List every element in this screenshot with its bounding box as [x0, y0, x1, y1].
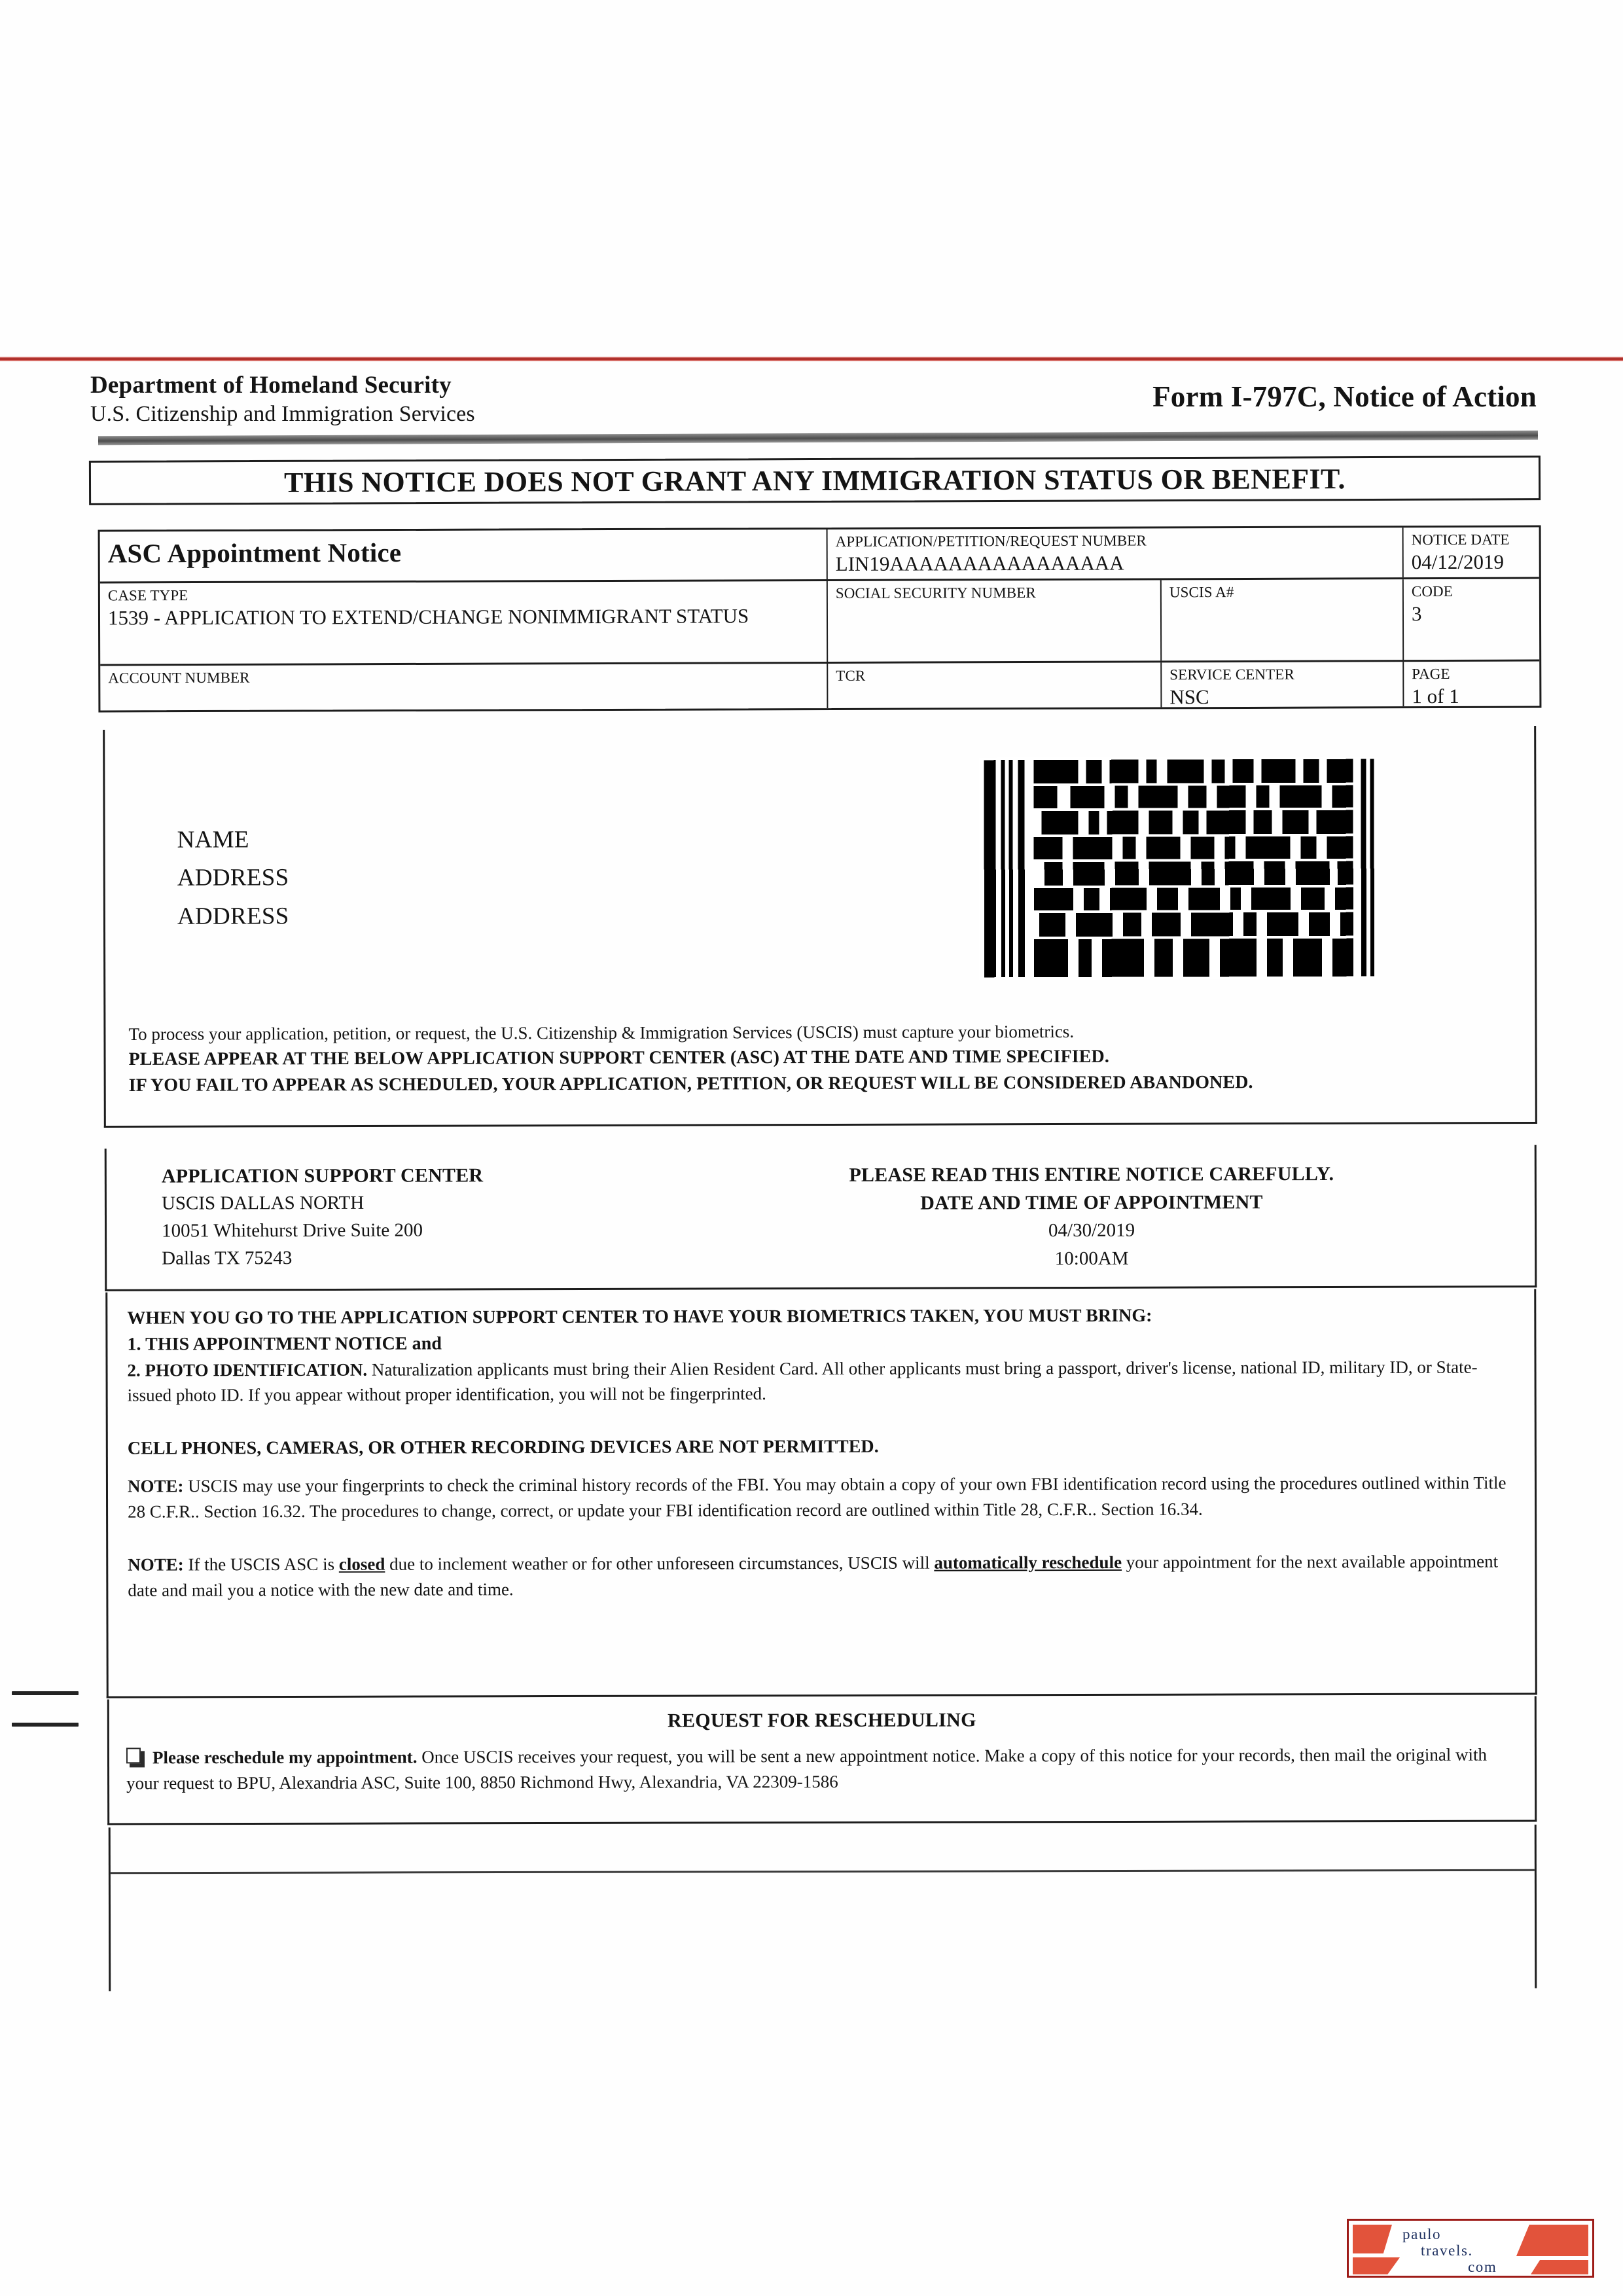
notice-type-title: ASC Appointment Notice [107, 537, 402, 569]
closure-note-label: NOTE: [128, 1554, 184, 1575]
page-number-cell [1402, 662, 1539, 707]
ssn-value [836, 603, 1154, 604]
notice-type-cell [100, 529, 827, 581]
reschedule-section-title: REQUEST FOR RESCHEDULING [667, 1709, 976, 1732]
code-value: 3 [1411, 602, 1422, 626]
appointment-details-section [105, 1145, 1537, 1291]
bring-item-2 [127, 1354, 1521, 1408]
asc-heading: APPLICATION SUPPORT CENTER [161, 1164, 484, 1187]
service-center-label: SERVICE CENTER [1169, 666, 1294, 683]
account-number-label: ACCOUNT NUMBER [108, 669, 250, 687]
page-number-value: 1 of 1 [1412, 685, 1459, 708]
tcr-label: TCR [836, 667, 866, 684]
biometrics-capture-line: To process your application, petition, or request, the U.S. Citizenship & Immigration Services (USCIS) must capture your biometrics. [128, 1021, 1075, 1044]
account-number-cell [100, 664, 827, 710]
closed-emphasis: closed [338, 1554, 385, 1574]
appointment-datetime-block [761, 1160, 1422, 1274]
status-disclaimer-text: THIS NOTICE DOES NOT GRANT ANY IMMIGRATION STATUS OR BENEFIT. [284, 462, 1346, 499]
asc-street: 10051 Whitehurst Drive Suite 200 [162, 1219, 423, 1242]
paulotravels-logo [1347, 2219, 1594, 2278]
ssn-label: SOCIAL SECURITY NUMBER [835, 584, 1036, 601]
fbi-note-text: USCIS may use your fingerprints to check the criminal history records of the FBI. You may obtain a copy of your own FBI identification record using the procedures outlined within Title 28 C.F.R.. Section 16.32. The procedures to change, correct, or update your FBI identification record are outlined within Title 28, C.F.R.. Section 16.34. [128, 1473, 1507, 1522]
page-number-label: PAGE [1412, 665, 1450, 683]
notice-date-cell [1402, 528, 1539, 578]
recipient-name: NAME [177, 826, 249, 853]
case-information-table [98, 526, 1542, 713]
abandonment-warning-line: IF YOU FAIL TO APPEAR AS SCHEDULED, YOUR APPLICATION, PETITION, OR REQUEST WILL BE CONSIDERED ABANDONED. [128, 1072, 1253, 1096]
closure-note-part-3: your appointment for the next available appointment date and mail you a notice with the new date and time. [128, 1551, 1499, 1600]
instructions-content [127, 1302, 1522, 1603]
logo-wordmark [1349, 2221, 1592, 2276]
notice-date-value: 04/12/2019 [1411, 550, 1505, 574]
no-recording-devices-notice: CELL PHONES, CAMERAS, OR OTHER RECORDING DEVICES ARE NOT PERMITTED. [127, 1437, 879, 1459]
asc-name: USCIS DALLAS NORTH [161, 1192, 365, 1214]
read-carefully-notice: PLEASE READ THIS ENTIRE NOTICE CAREFULLY. [849, 1162, 1334, 1186]
ssn-cell [827, 580, 1160, 662]
case-type-cell [100, 581, 827, 664]
biometrics-notice-paragraph [128, 1018, 1516, 1099]
closure-note-part-1: If the USCIS ASC is [183, 1554, 339, 1575]
fbi-records-note [128, 1470, 1522, 1524]
closure-note-part-2: due to inclement weather or for other unforeseen circumstances, USCIS will [385, 1552, 935, 1574]
code-cell [1402, 579, 1539, 660]
agency-bureau-name: U.S. Citizenship and Immigration Services [90, 402, 475, 427]
reschedule-request-section [107, 1696, 1537, 1825]
notice-date-label: NOTICE DATE [1411, 531, 1510, 548]
recipient-address-line-1: ADDRESS [177, 864, 289, 892]
application-number-label: APPLICATION/PETITION/REQUEST NUMBER [835, 532, 1147, 550]
pdf417-barcode [978, 757, 1378, 980]
agency-identification [90, 372, 475, 428]
automatically-reschedule-emphasis: automatically reschedule [934, 1552, 1122, 1573]
application-number-value: LIN19AAAAAAAAAAAAAAAA [835, 551, 1124, 576]
top-red-rule [0, 357, 1623, 361]
asc-location-block [162, 1162, 484, 1272]
appear-instruction-line: PLEASE APPEAR AT THE BELOW APPLICATION SUPPORT CENTER (ASC) AT THE DATE AND TIME SPECIFIED. [128, 1047, 1110, 1070]
recipient-address-block [177, 821, 289, 936]
must-bring-heading: WHEN YOU GO TO THE APPLICATION SUPPORT CENTER TO HAVE YOUR BIOMETRICS TAKEN, YOU MUST BRING: [127, 1305, 1152, 1329]
margin-fold-mark-bottom [12, 1723, 79, 1727]
spacer [128, 1521, 1522, 1552]
code-label: CODE [1411, 583, 1453, 600]
appointment-time: 10:00AM [1054, 1247, 1129, 1269]
reschedule-instructions [126, 1742, 1518, 1797]
bring-item-2-text: Naturalization applicants must bring their Alien Resident Card. All other applicants must bring a passport, driver's license, national ID, military ID, or State-issued photo ID. If you appear without proper identification, you will not be fingerprinted. [127, 1357, 1478, 1405]
appointment-date: 04/30/2019 [1048, 1220, 1135, 1242]
recipient-and-barcode-section [103, 726, 1537, 1128]
uscis-a-number-label: USCIS A# [1169, 584, 1234, 601]
bring-item-2-label: 2. PHOTO IDENTIFICATION. [127, 1359, 368, 1380]
closure-reschedule-note [128, 1549, 1522, 1603]
agency-department-name: Department of Homeland Security [90, 372, 452, 399]
recipient-address-line-2: ADDRESS [177, 903, 289, 930]
reschedule-request-label: Please reschedule my appointment. [152, 1747, 418, 1768]
form-title: Form I-797C, Notice of Action [1152, 380, 1537, 413]
logo-text-line-2: travels. [1421, 2242, 1473, 2259]
logo-text-line-3: com [1468, 2259, 1497, 2275]
table-row [100, 660, 1539, 711]
margin-fold-mark-top [12, 1691, 79, 1695]
tcr-value [836, 685, 1154, 687]
appointment-datetime-heading: DATE AND TIME OF APPOINTMENT [920, 1191, 1263, 1214]
fbi-note-label: NOTE: [127, 1476, 184, 1496]
tcr-cell [827, 662, 1160, 708]
table-row [100, 577, 1539, 664]
application-number-cell [827, 528, 1402, 579]
bring-item-1: 1. THIS APPOINTMENT NOTICE and [127, 1333, 442, 1355]
empty-checkbox-icon[interactable] [126, 1748, 143, 1766]
uscis-a-number-value [1169, 601, 1396, 602]
instructions-section [105, 1289, 1537, 1698]
asc-city-state-zip: Dallas TX 75243 [162, 1247, 293, 1269]
reschedule-request-body: Once USCIS receives your request, you will be sent a new appointment notice. Make a copy of this notice for your records, then mail the original with your request to BPU, Alexandria ASC, Suite 100, 8850 Richmond Hwy, Alexandria, VA 22309-1586 [126, 1744, 1488, 1793]
header-divider-bar [98, 431, 1538, 445]
table-row [100, 528, 1539, 582]
status-disclaimer-banner [89, 456, 1541, 505]
spacer [128, 1405, 1522, 1436]
logo-text-line-1: paulo [1402, 2226, 1442, 2242]
uscis-a-number-cell [1160, 579, 1402, 660]
logo-inner [1349, 2221, 1592, 2276]
case-type-label: CASE TYPE [107, 587, 188, 604]
service-center-cell [1160, 662, 1402, 707]
blank-form-area [109, 1825, 1537, 1992]
case-type-value: 1539 - APPLICATION TO EXTEND/CHANGE NONIMMIGRANT STATUS [107, 604, 749, 630]
service-center-value: NSC [1169, 685, 1209, 709]
